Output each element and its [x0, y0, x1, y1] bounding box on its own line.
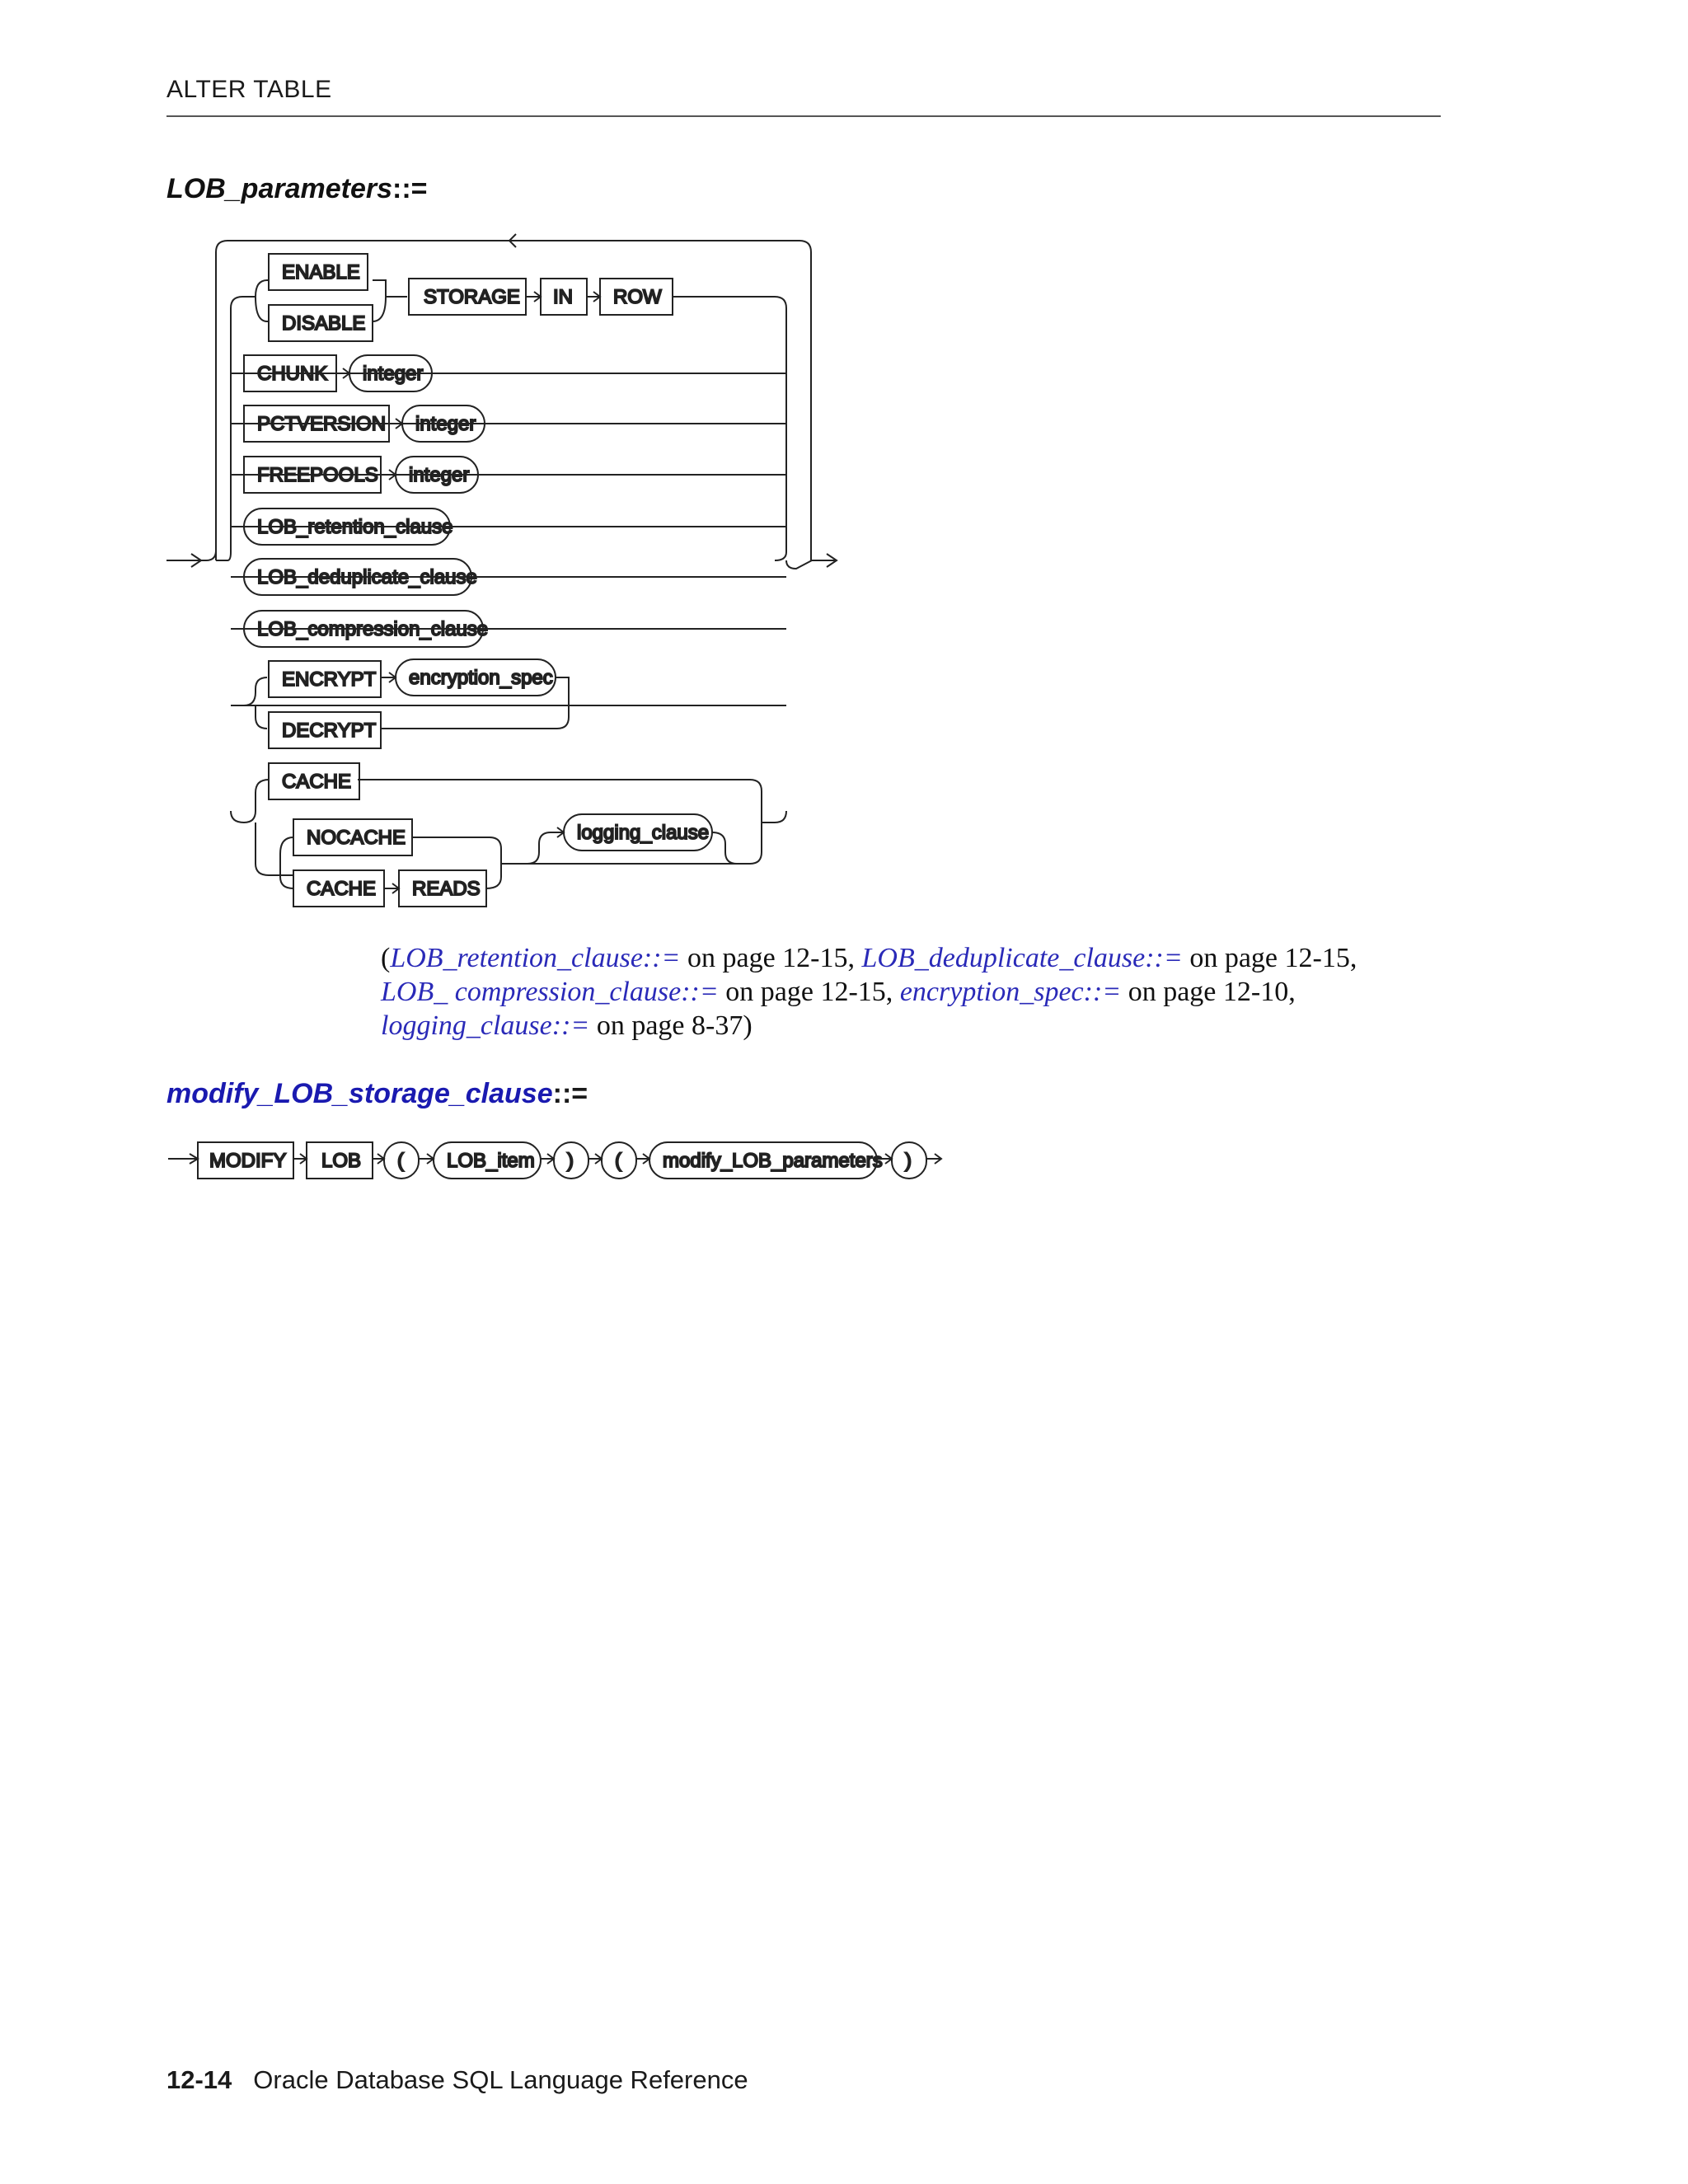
modify-lob-storage-diagram [0, 1129, 1688, 1212]
xref-open-paren: ( [381, 943, 391, 973]
cache-keyword: CACHE [282, 771, 352, 793]
rparen: ) [567, 1150, 574, 1172]
book-title: Oracle Database SQL Language Reference [253, 2065, 748, 2094]
nocache-keyword: NOCACHE [307, 827, 406, 849]
lob-keyword: LOB [321, 1150, 362, 1172]
freepools-keyword: FREEPOOLS [257, 464, 378, 486]
pctversion-integer: integer [415, 413, 476, 435]
rparen: ) [905, 1150, 912, 1172]
modify-lob-storage-clause-heading[interactable] [166, 1078, 588, 1110]
lob-deduplicate-clause: LOB_deduplicate_clause [257, 566, 477, 588]
lparen: ( [397, 1150, 404, 1172]
chunk-keyword: CHUNK [257, 363, 328, 385]
xref-page-text: on page 12-15, [718, 977, 900, 1007]
in-keyword: IN [553, 286, 573, 308]
chunk-integer: integer [363, 363, 424, 385]
modify-lob-storage-clause-suffix: ::= [552, 1078, 588, 1109]
cross-references [381, 941, 1428, 1043]
page-number: 12-14 [166, 2065, 232, 2094]
storage-keyword: STORAGE [424, 286, 520, 308]
lob-retention-clause: LOB_retention_clause [257, 516, 453, 538]
reads-keyword: READS [412, 878, 481, 900]
xref-close-paren: ) [743, 1010, 753, 1041]
xref-encryption-spec-link[interactable]: encryption_spec::= [899, 977, 1122, 1007]
xref-lob-deduplicate-link[interactable]: LOB_deduplicate_clause::= [861, 943, 1183, 973]
page-footer [166, 2065, 748, 2095]
modify-lob-storage-clause-name[interactable]: modify_LOB_storage_clause [166, 1078, 553, 1109]
lob-compression-clause: LOB_compression_clause [257, 618, 489, 640]
xref-page-text: on page 12-10, [1121, 977, 1296, 1007]
logging-clause: logging_clause [577, 822, 710, 844]
xref-logging-clause-link[interactable]: logging_clause::= [381, 1010, 590, 1041]
xref-page-text: on page 12-15, [1182, 943, 1357, 973]
encryption-spec: encryption_spec [409, 667, 553, 689]
row-keyword: ROW [613, 286, 662, 308]
encrypt-keyword: ENCRYPT [282, 668, 377, 691]
lob-parameters-diagram [0, 0, 1688, 948]
decrypt-keyword: DECRYPT [282, 719, 377, 742]
xref-page-text: on page 12-15, [680, 943, 862, 973]
enable-keyword: ENABLE [282, 261, 360, 284]
lparen: ( [615, 1150, 621, 1172]
modify-lob-parameters: modify_LOB_parameters [663, 1150, 883, 1172]
running-header: ALTER TABLE [166, 76, 332, 103]
choice-right-bus [775, 297, 812, 823]
modify-keyword: MODIFY [209, 1150, 287, 1172]
xref-page-text: on page 8-37 [589, 1010, 743, 1041]
entry-line [166, 554, 206, 567]
lob-parameters-suffix: ::= [392, 173, 428, 204]
choice-left-bus [206, 297, 244, 823]
lob-item: LOB_item [447, 1150, 535, 1172]
xref-lob-retention-link[interactable]: LOB_retention_clause::= [390, 943, 681, 973]
cache-reads-cache-keyword: CACHE [307, 878, 377, 900]
disable-keyword: DISABLE [282, 312, 366, 335]
exit-line [812, 554, 837, 567]
freepools-integer: integer [409, 464, 470, 486]
lob-parameters-name: LOB_parameters [166, 173, 393, 204]
xref-lob-compression-link[interactable]: LOB_ compression_clause::= [381, 977, 719, 1007]
pctversion-keyword: PCTVERSION [257, 413, 387, 435]
